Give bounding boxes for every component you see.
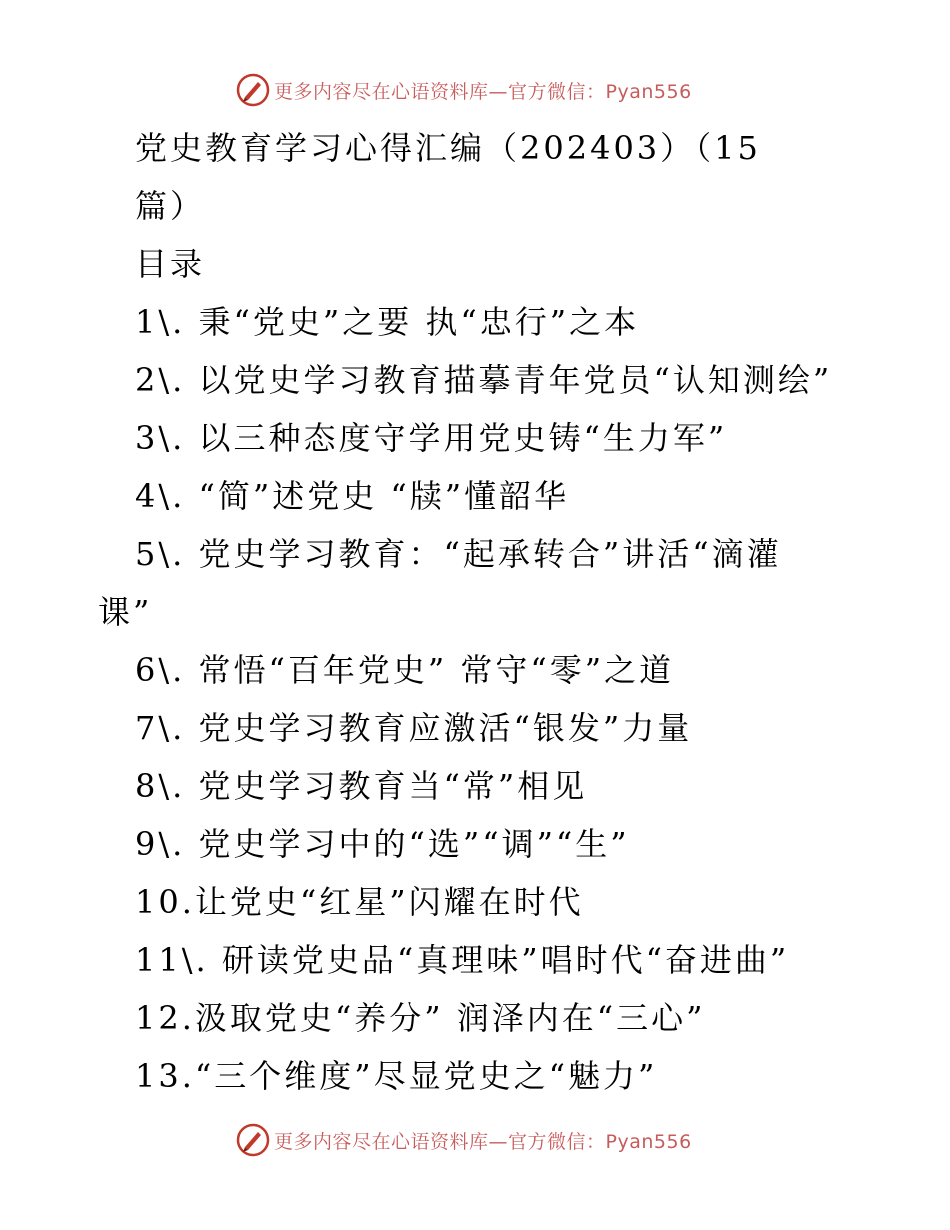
toc-item-continued[interactable]: 课”: [98, 593, 153, 631]
watermark-header: [236, 73, 692, 107]
document-title: 党史教育学习心得汇编（202403）（15: [135, 129, 761, 167]
toc-item[interactable]: 12.汲取党史“养分” 润泽内在“三心”: [135, 999, 706, 1037]
toc-item[interactable]: 1\. 秉“党史”之要 执“忠行”之本: [135, 303, 640, 341]
toc-item[interactable]: 8\. 党史学习教育当“常”相见: [135, 767, 588, 805]
toc-item[interactable]: 13.“三个维度”尽显党史之“魅力”: [135, 1057, 658, 1095]
toc-item[interactable]: 6\. 常悟“百年党史” 常守“零”之道: [135, 651, 675, 689]
toc-item[interactable]: 4\. “简”述党史 “牍”懂韶华: [135, 477, 570, 515]
toc-item[interactable]: 5\. 党史学习教育：“起承转合”讲活“滴灌: [135, 535, 782, 573]
toc-item[interactable]: 2\. 以党史学习教育描摹青年党员“认知测绘”: [135, 361, 833, 399]
toc-item[interactable]: 10.让党史“红星”闪耀在时代: [135, 883, 584, 921]
toc-item[interactable]: 11\. 研读党史品“真理味”唱时代“奋进曲”: [135, 941, 790, 979]
toc-item[interactable]: 3\. 以三种态度守学用党史铸“生力军”: [135, 419, 728, 457]
watermark-text: 更多内容尽在心语资料库—官方微信：Pyan556: [274, 80, 692, 103]
logo-icon: [236, 73, 270, 107]
watermark-footer: [236, 1123, 692, 1157]
watermark-text: 更多内容尽在心语资料库—官方微信：Pyan556: [274, 1130, 692, 1153]
toc-heading: 目录: [135, 245, 206, 283]
toc-item[interactable]: 9\. 党史学习中的“选”“调”“生”: [135, 825, 630, 863]
toc-item[interactable]: 7\. 党史学习教育应激活“银发”力量: [135, 709, 693, 747]
logo-icon: [236, 1123, 270, 1157]
document-title-continued: 篇）: [135, 187, 206, 225]
